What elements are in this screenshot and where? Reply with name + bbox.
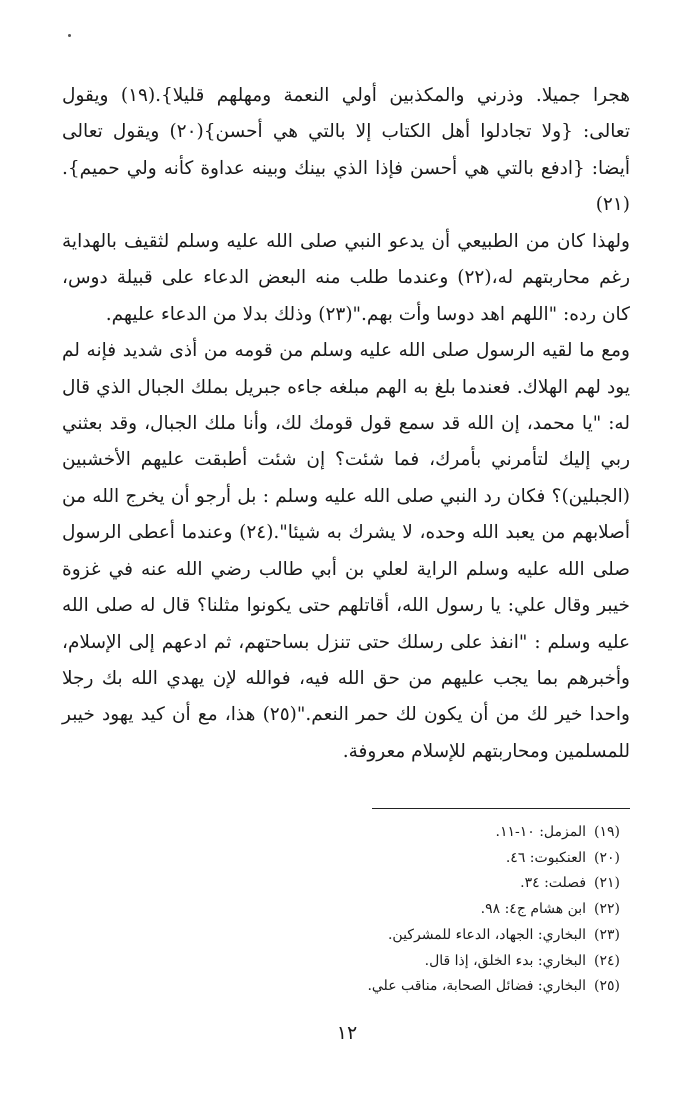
main-text	[62, 78, 630, 770]
footnote-22	[280, 897, 620, 923]
footnote-text: البخاري: فضائل الصحابة، مناقب علي.	[367, 978, 587, 995]
footnote-number: (٢٠)	[594, 849, 620, 866]
footnote-text: المزمل: ١٠-١١.	[495, 824, 587, 840]
footnote-number: (٢٥)	[594, 978, 620, 995]
footnote-text: البخاري: الجهاد، الدعاء للمشركين.	[387, 926, 587, 943]
footnote-24	[280, 949, 620, 975]
footnote-text: فصلت: ٣٤.	[520, 875, 587, 892]
footnote-text: ابن هشام ج٤: ٩٨.	[480, 901, 587, 918]
footnote-text: العنكبوت: ٤٦.	[505, 849, 587, 866]
footnote-19	[280, 820, 620, 846]
footnote-number: (٢٤)	[594, 952, 620, 969]
footnote-number: (٢٣)	[594, 926, 620, 943]
page-mark-dot	[68, 34, 71, 37]
footnote-number: (٢٢)	[594, 901, 620, 918]
footnotes-list	[280, 820, 620, 1000]
footnote-25	[280, 974, 620, 1000]
footnote-23	[280, 923, 620, 949]
paragraph-1: هجرا جميلا. وذرني والمكذبين أولي النعمة ومهلهم قليلا}.(١٩) ويقول تعالى: {ولا تجادلوا أهل الكتاب إلا بالتي هي أحسن}(٢٠) ويقول تعالى أيضا: {ادفع بالتي هي أحسن فإذا الذي بينك وبينه عداوة كأنه ولي حميم}.(٢١)	[62, 85, 631, 216]
footnote-number: (١٩)	[594, 824, 620, 840]
footnote-21	[280, 871, 620, 897]
paragraph-3: ومع ما لقيه الرسول صلى الله عليه وسلم من قومه من أذى شديد فإنه لم يود لهم الهلاك. فعندما بلغ به الهم مبلغه جاءه جبريل بملك الجبال الذي قال له: "يا محمد، إن الله قد سمع قول قومك لك، وأنا ملك الجبال، وقد بعثني ربي إليك لتأمرني بأمرك، فما شئت؟ إن شئت أطبقت عليهم الأخشبين (الجبلين)؟ فكان رد النبي صلى الله عليه وسلم : بل أرجو أن يخرج الله من أصلابهم من يعبد الله وحده، لا يشرك به شيئا".(٢٤) وعندما أعطى الرسول صلى الله عليه وسلم الراية لعلي بن أبي طالب رضي الله عنه في غزوة خيبر وقال علي: يا رسول الله، أقاتلهم حتى يكونوا مثلنا؟ قال له صلى الله عليه وسلم : "انفذ على رسلك حتى تنزل بساحتهم، ثم ادعهم إلى الإسلام، وأخبرهم بما يجب عليهم من حق الله فيه، فوالله لإن يهدي الله بك رجلا واحدا خير لك من أن يكون لك حمر النعم."(٢٥) هذا، مع أن كيد يهود خيبر للمسلمين ومحاربتهم للإسلام معروفة.	[62, 340, 630, 762]
page-number: ١٢	[336, 1022, 358, 1044]
footnote-20	[280, 846, 620, 872]
paragraph-2: ولهذا كان من الطبيعي أن يدعو النبي صلى الله عليه وسلم لثقيف بالهداية رغم محاربتهم له،(٢٢) وعندما طلب منه البعض الدعاء على قبيلة دوس، كان رده: "اللهم اهد دوسا وأت بهم."(٢٣) وذلك بدلا من الدعاء عليهم.	[62, 230, 630, 325]
footnote-text: البخاري: بدء الخلق، إذا قال.	[424, 952, 587, 969]
footnote-separator	[372, 808, 630, 809]
footnote-number: (٢١)	[594, 875, 620, 892]
